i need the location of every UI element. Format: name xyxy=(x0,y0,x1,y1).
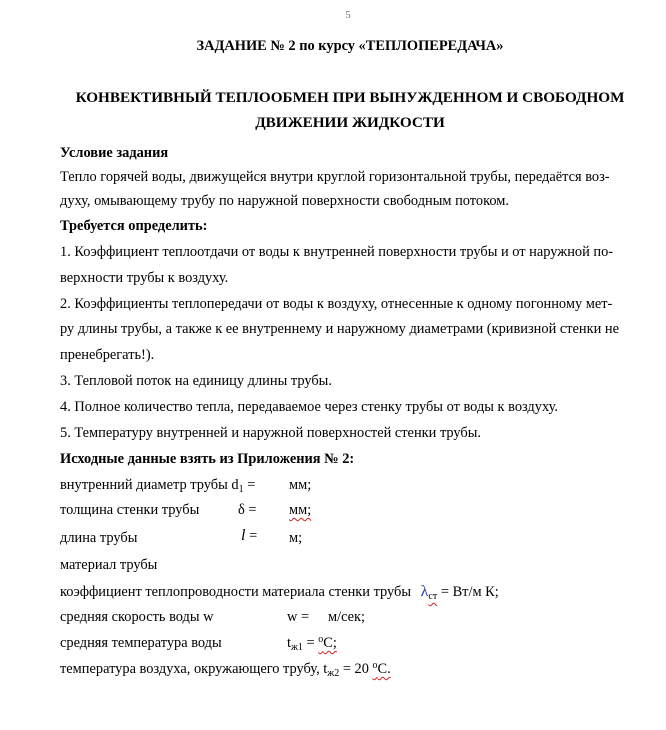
required-title: Требуется определить: xyxy=(60,218,208,234)
required-line: 1. Коэффициент теплоотдачи от воды к внутренней поверхности трубы и от наружной по- xyxy=(60,244,614,260)
inner-diameter-label: внутренний диаметр трубы xyxy=(60,477,228,493)
wall-thickness-unit: мм; xyxy=(289,502,312,518)
wall-thickness-symbol: δ xyxy=(238,502,245,518)
air-temp-row xyxy=(60,661,391,678)
condition-title: Условие задания xyxy=(60,145,169,161)
conductivity-symbol: λ xyxy=(420,583,429,600)
water-temp-row xyxy=(287,635,337,652)
required-line: ру длины трубы, а также к ее внутреннему и наружному диаметрами (кривизной стенки не xyxy=(60,321,620,337)
length-label: длина трубы xyxy=(60,530,138,546)
velocity-symbol: w = xyxy=(287,609,310,625)
required-line: 4. Полное количество тепла, передаваемое через стенку трубы от воды к воздуху. xyxy=(60,399,558,415)
assignment-title: ЗАДАНИЕ № 2 по курсу «ТЕПЛОПЕРЕДАЧА» xyxy=(196,38,504,54)
source-title: Исходные данные взять из Приложения № 2: xyxy=(60,451,355,467)
required-line: 5. Температуру внутренней и наружной поверхностей стенки трубы. xyxy=(60,425,482,441)
required-line: верхности трубы к воздуху. xyxy=(60,270,229,286)
air-temp-unit: С. xyxy=(377,661,391,677)
length-eq: = xyxy=(249,528,258,544)
inner-diameter-row xyxy=(60,477,255,494)
velocity-label: средняя скорость воды w xyxy=(60,609,214,625)
required-line: 3. Тепловой поток на единицу длины трубы. xyxy=(60,373,332,389)
air-temp-degree: о xyxy=(372,660,378,671)
air-temp-eq: = 20 xyxy=(342,661,369,677)
required-line: пренебрегать!). xyxy=(60,347,155,363)
water-temp-degree: о xyxy=(318,634,324,645)
length-unit: м; xyxy=(289,530,303,546)
velocity-unit: м/сек; xyxy=(328,609,366,625)
inner-diameter-symbol: d xyxy=(231,477,239,493)
page-number: 5 xyxy=(345,9,351,21)
air-temp-sub: ж2 xyxy=(327,668,340,679)
condition-line: Тепло горячей воды, движущейся внутри круглой горизонтальной трубы, передаётся воз- xyxy=(60,169,610,185)
heading-line-2: ДВИЖЕНИИ ЖИДКОСТИ xyxy=(255,114,445,131)
inner-diameter-unit: мм; xyxy=(289,477,312,493)
wall-thickness-symbol-row xyxy=(238,502,257,519)
conductivity-row xyxy=(60,583,499,601)
inner-diameter-eq: = xyxy=(247,477,256,493)
air-temp-label: температура воздуха, окружающего трубу, xyxy=(60,661,320,677)
inner-diameter-sub: 1 xyxy=(238,484,244,495)
water-temp-symbol: t xyxy=(287,635,291,651)
conductivity-sub: ст xyxy=(428,591,438,602)
wall-thickness-label: толщина стенки трубы xyxy=(60,502,200,518)
water-temp-sub: ж1 xyxy=(291,642,303,653)
water-temp-eq: = xyxy=(306,635,315,651)
conductivity-unit: Вт/м К; xyxy=(452,584,499,600)
material-label: материал трубы xyxy=(60,557,158,573)
length-symbol-row xyxy=(241,527,257,545)
water-temp-unit: С; xyxy=(323,635,337,651)
condition-line: духу, омывающему трубу по наружной поверхности свободным потоком. xyxy=(60,193,509,209)
wall-thickness-eq: = xyxy=(248,502,257,518)
water-temp-label: средняя температура воды xyxy=(60,635,222,651)
conductivity-eq: = xyxy=(440,584,449,600)
heading-line-1: КОНВЕКТИВНЫЙ ТЕПЛООБМЕН ПРИ ВЫНУЖДЕННОМ И СВОБОДНОМ xyxy=(75,89,625,106)
required-line: 2. Коэффициенты теплопередачи от воды к воздуху, отнесенные к одному погонному мет- xyxy=(60,296,613,312)
conductivity-label: коэффициент теплопроводности материала стенки трубы xyxy=(60,584,412,600)
air-temp-symbol: t xyxy=(323,661,328,677)
length-symbol: l xyxy=(241,527,246,544)
